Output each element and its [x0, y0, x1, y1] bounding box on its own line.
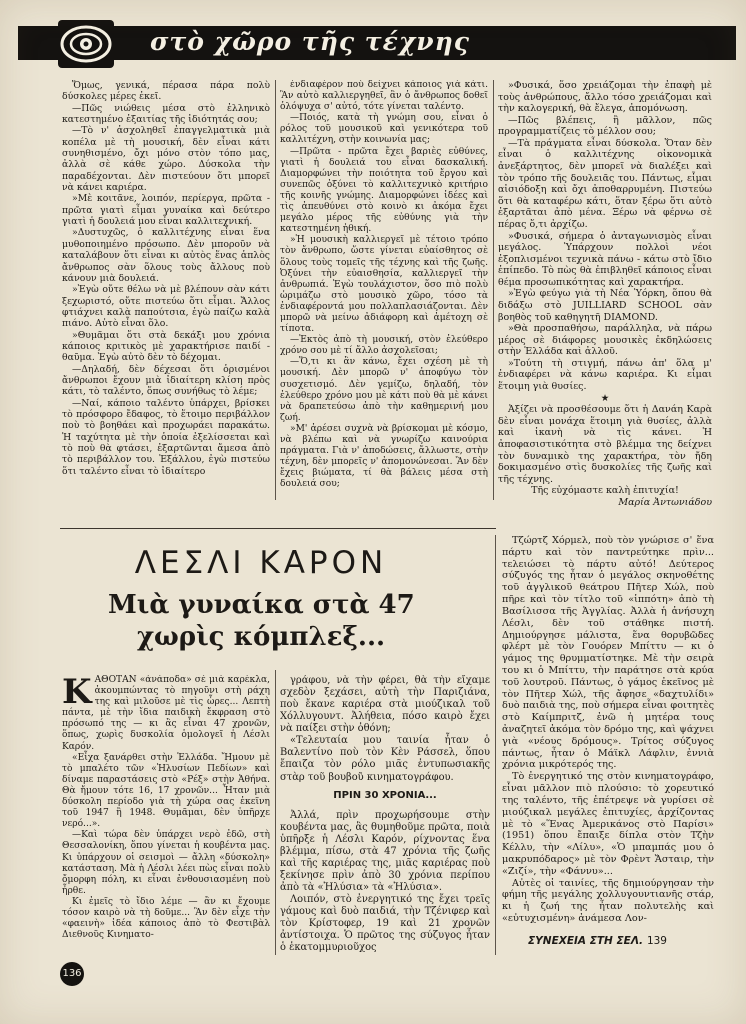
paragraph: Ἀλλά, πρὶν προχωρήσουμε στὴν κουβέντα μας, ἂς θυμηθοῦμε πρῶτα, ποιὰ ὑπῆρξε ἡ Λέσλι Καρόν, ρίχνοντας ἕνα βλέμμα, πίσω, στὰ 47 χρόνια τῆς ζωῆς καὶ τῆς καριέρας της, μιᾶς καριέρας ποὺ ξεκίνησε πρὶν ἀπὸ 30 χρόνια περίπου ἀπὸ τὰ «Ἠλύσια» τὰ «Ἠλύσια». — [280, 809, 490, 893]
paragraph: —Καὶ τώρα δὲν ὑπάρχει νερὸ ἐδῶ, στὴ Θεσσαλονίκη, ὅπου γίνεται ἡ κουβέντα μας. Κι ὑπάρχουν οἱ σεισμοὶ — ἄλλη «δύσκολη» κατάσταση. Μὰ ἡ Λέσλι λέει πὼς εἶναι πολὺ ὄμορφη πόλη, κι εἶναι ἐνθουσιασμένη ποὺ ἦρθε. — [62, 830, 270, 896]
paragraph: —Τὰ πράγματα εἶναι δύσκολα. Ὅταν δὲν εἶναι ὁ καλλιτέχνης οἰκονομικὰ ἀνεξάρτητος, δὲν μπορεῖ νὰ διαλέξει καὶ τὸν τρόπο τῆς δουλειᾶς του. Πάντως, εἶμαι αἰσιόδοξη καὶ ὄχι ἀποθαρρυμένη. Πιστεύω ὅτι θὰ καταφέρω κάτι, ὅταν ξέρω ὅτι αὐτὸ ἐξαρτᾶται ἀπὸ μένα. Ξέρω νὰ φέρνω σὲ πέρας ὅ,τι ἀρχίζω. — [498, 137, 712, 230]
paragraph: »Τούτη τὴ στιγμή, πάνω ἀπ' ὅλα μ' ἐνδιαφέρει νὰ κάνω καριέρα. Κι εἶμαι ἕτοιμη γιὰ θυσίες. — [498, 357, 712, 393]
paragraph: Τὸ ἐνεργητικό της στὸν κινηματογράφο, εἶναι μᾶλλον πιὸ πλούσιο: τὸ χορευτικό της ταλέντο, τῆς ἐπέτρεψε νὰ γυρίσει σὲ μιούζικαλ μεγάλες ἐπιτυχίες, ἀρχίζοντας μὲ τὸ «Ἕνας Ἀμερικάνος στὸ Παρίσι» (1951) ὅπου ἔπαιξε δίπλα στὸν Τζὴν Κέλλυ, τὴν «Λίλυ», «Ὁ μπαμπάς μου ὁ μακρυπόδαρος» μὲ τὸν Φρὲντ Ἄσταιρ, τὴν «Ζιζί», τὴν «Φάννυ»... — [502, 771, 714, 877]
paragraph: Μαρία Ἀντωνιάδου — [618, 496, 712, 508]
paragraph: Τζώρτζ Χόρμελ, ποὺ τὸν γνώρισε σ' ἕνα πάρτυ καὶ τὸν παντρεύτηκε πρὶν... τελειώσει τὸ πάρτυ αὐτό! Δεύτερος σύζυγός της ἦταν ὁ μεγάλος σκηνοθέτης τοῦ ἀγγλικοῦ θεάτρου Πῆτερ Χώλ, ποὺ πῆρε καὶ τὸν τίτλο τοῦ «ἱππότη» ἀπὸ τὴ Βασίλισσα τῆς Ἀγγλίας. Ἀλλὰ ἡ ἀνήσυχη Λέσλι, δὲν τοῦ στάθηκε πιστή. Δημιούργησε μάλιστα, ἕνα θορυβῶδες φλέρτ μὲ τὸν Γουόρεν Μπίττυ — κι ὁ γάμος της θρυμματίστηκε. Μὲ τὴν σειρὰ του κι ὁ Μπίττυ, τὴν παράτησε στὰ κρύα τοῦ λουτροῦ. Πάντως, ὁ γάμος ἐκεῖνος μὲ τὸν Πῆτερ Χώλ, τῆς ἄφησε «δαχτυλίδι» δυὸ παιδιὰ της, ποὺ σήμερα εἶναι φοιτητὲς στὸ Καίμπριτζ, ἐνῶ ἡ μητέρα τους ἀναζητεῖ ἀκόμα τὸν δρόμο της, καὶ ψάχνει γιὰ «νέους δρόμους». Τρίτος σύζυγος πάντως, ἦταν ὁ Μάϊκλ Λάφλιν, ἐννιὰ χρόνια μικρότερός της. — [502, 535, 714, 771]
paragraph: Κι ἐμεῖς τὸ ἴδιο λέμε — ἂν κι ἔχουμε τόσον καιρὸ νὰ τὴ δοῦμε... Ἂν δὲν εἶχε τὴν «φαεινὴ» ἰδέα κάποιος ἀπὸ τὸ Φεστιβὰλ Διεθνοῦς Κινηματο- — [62, 896, 270, 941]
paragraph: Τῆς εὐχόμαστε καλὴ ἐπιτυχία! — [531, 485, 679, 497]
page-number: 136 — [60, 962, 84, 986]
paragraph: —Ὅ,τι κι ἂν κάνω, ἔχει σχέση μὲ τὴ μουσική. Δὲν μπορῶ ν' ἀποφύγω τὸν συσχετισμό. Δὲν γεμίζω, δηλαδή, τὸν ἐλεύθερο χρόνο μου μὲ κάτι ποὺ θὰ μὲ κάνει νὰ δραπετεύσω ἀπὸ τὴν καθημερινή μου ζωή. — [280, 357, 488, 423]
paragraph: Αὐτὲς οἱ ταινίες, τῆς δημιούργησαν τὴν φήμη τῆς μεγάλης χολλυγουντιανῆς στάρ, κι ἡ ζωή της ἦταν πολυτελὴς καὶ «εὐτυχισμένη» ἀνάμεσα Λον- — [502, 877, 714, 924]
paragraph: —Ποιός, κατὰ τὴ γνώμη σου, εἶναι ὁ ρόλος τοῦ μουσικοῦ καὶ γενικότερα τοῦ καλλιτέχνη, στὴν κοινωνία μας; — [280, 113, 488, 146]
paragraph: —Πρῶτα - πρῶτα ἔχει βαριὲς εὐθύνες, γιατὶ ἡ δουλειά του εἶναι δασκαλική. Διαμορφώνει τὴν ποιότητα τοῦ ἔργου καὶ συνεπῶς ὀξύνει τὸ καλλιτεχνικὸ κριτήριο τῆς κοινῆς γνώμης. Διαμορφώνει ἰδέες καὶ τὶς ἀπευθύνει στὸ κοινὸ κι ἀκόμα ἔχει μεγάλο μέρος τῆς εὐθύνης γιὰ τὴν κατεστημένη ἠθική. — [280, 146, 488, 235]
paragraph: »Δυστυχῶς, ὁ καλλιτέχνης εἶναι ἕνα μυθοποιημένο πρόσωπο. Δὲν μποροῦν νὰ καταλάβουν ὅτι εἶναι κι αὐτὸς ἕνας ἁπλὸς ἄνθρωπος σὰν ὅλους τοὺς ἄλλους ποὺ κάνουν μιὰ δουλειά. — [62, 227, 270, 284]
paragraph: »Μ' ἀρέσει συχνὰ νὰ βρίσκομαι μὲ κόσμο, νὰ βλέπω καὶ νὰ γνωρίζω καινούρια πράγματα. Γιὰ ν' ἀποδώσεις, ἄλλωστε, στὴν τέχνη, δὲν μπορεῖς ν' ἀπομονώνεσαι. Ἂν δὲν ἔχεις βιώματα, τί θὰ βάλεις μέσα στὴ δουλειά σου; — [280, 423, 488, 490]
interview-column-3 — [498, 80, 712, 520]
paragraph: —Πῶς νιώθεις μέσα στὸ ἑλληνικὸ κατεστημένο ἐξαιτίας τῆς ἰδιότητάς σου; — [62, 102, 270, 126]
article-subtitle-line-2: χωρὶς κόμπλεξ... — [136, 622, 386, 652]
article-subheading: ΠΡΙΝ 30 ΧΡΟΝΙΑ... — [333, 789, 437, 801]
article-subtitle-line-1: Μιὰ γυναίκα στὰ 47 — [108, 590, 415, 620]
continued-on-page — [528, 935, 667, 947]
paragraph: »Ἐγὼ φεύγω γιὰ τὴ Νέα Ὑόρκη, ὅπου θὰ διδάξω στὸ JUILLIARD SCHOOL σὰν βοηθὸς τοῦ καθηγητῆ DIAMOND. — [498, 288, 712, 323]
paragraph: ★ — [600, 392, 610, 404]
continued-label: ΣΥΝΕΧΕΙΑ ΣΤΗ ΣΕΛ. — [528, 935, 643, 947]
paragraph: »Ἐγὼ οὔτε θέλω νὰ μὲ βλέπουν σὰν κάτι ξεχωριστό, οὔτε πιστεύω ὅτι εἶμαι. Ἄλλος φτιάχνει καλὰ παπούτσια, ἐγὼ παίζω καλὰ πιάνο. Αὐτὸ εἶναι ὅλο. — [62, 284, 270, 330]
paragraph — [62, 675, 270, 753]
interview-column-2 — [280, 80, 488, 490]
interview-column-1 — [62, 80, 270, 490]
paragraph: »Φυσικά, ὅσο χρειάζομαι τὴν ἐπαφὴ μὲ τοὺς ἀνθρώπους, ἄλλο τόσο χρειάζομαι καὶ τὴν καλογερική, θὰ ἔλεγα, ἀπομόνωση. — [498, 80, 712, 115]
paragraph: Λοιπόν, στὸ ἐνεργητικό της ἔχει τρεῖς γάμους καὶ δυὸ παιδιά, τὴν Τζένιφερ καὶ τὸν Κρίστοφερ, 19 καὶ 21 χρονῶν ἀντίστοιχα. Ὁ πρῶτος της σύζυγος ἦταν ὁ ἑκατομμυριοῦχος — [280, 894, 490, 954]
drop-cap: Κ — [62, 675, 92, 712]
continued-page-number: 139 — [646, 935, 667, 947]
paragraph: γράφου, νὰ τὴν φέρει, θὰ τὴν εἴχαμε σχεδὸν ξεχάσει, αὐτὴ τὴν Παριζιάνα, ποὺ ἔκανε καριέρα στὰ μιούζικαλ τοῦ Χόλλυγουντ. Ἀλήθεια, πόσο καιρὸ ἔχει νὰ παίξει στὴν ὀθόνη; — [280, 675, 490, 735]
paragraph: —Τὸ ν' ἀσχοληθεῖ ἐπαγγελματικὰ μιὰ κοπέλα μὲ τὴ μουσική, δὲν εἶναι κάτι συνηθισμένο, ὄχι μόνο στὸν τόπο μας, ἀλλὰ σὲ κάθε χώρο. Δύσκολα τὴν παραδέχονται. Δὲν πιστεύουν ὅτι μπορεῖ νὰ κάνει καριέρα. — [62, 125, 270, 194]
paragraph-text: ΑΘΟΤΑΝ «ἀνάποδα» σὲ μιὰ καρέκλα, ἀκουμπώντας τὸ πηγοῦνι στὴ ράχη της καὶ μιλοῦσε μὲ τὶς ὧρες... Λεπτὴ πάντα, μὲ τὴν ἴδια παιδικὴ ἔκφραση στὸ πρόσωπό της — κι ἂς εἶναι 47 χρονῶν, ὅπως, χωρὶς δυσκολία ὁμολογεῖ ἡ Λέσλι Καρόν. — [62, 675, 270, 752]
paragraph: Ὅμως, γενικά, πέρασα πάρα πολὺ δύσκολες μέρες ἐκεῖ. — [62, 80, 270, 103]
article-title: ΛΕΣΛΙ ΚΑΡΟΝ — [134, 545, 388, 581]
article-column-1 — [62, 675, 270, 945]
paragraph: »Θυμᾶμαι ὅτι στὰ δεκάξι μου χρόνια κάποιος κριτικὸς μὲ χαρακτήρισε παιδί - θαῦμα. Ἐγὼ αὐτὸ δὲν τὸ δέχομαι. — [62, 329, 270, 364]
paragraph: ἐνδιαφέρον ποὺ δείχνει κάποιος γιὰ κάτι. Ἂν αὐτὸ καλλιεργηθεῖ, ἂν ὁ ἄνθρωπος δοθεῖ ὁλόψυχα σ' αὐτό, τότε γίνεται ταλέντο. — [280, 80, 488, 113]
paragraph: «Εἶχα ξανάρθει στὴν Ἑλλάδα. Ἤμουν μὲ τὸ μπαλέτο τῶν «Ἠλυσίων Πεδίων» καὶ δίναμε παραστάσεις στὸ «Ρέξ» στὴν Ἀθήνα. Θὰ ἤμουν τότε 16, 17 χρονῶν... Ἦταν μιὰ δύσκολη περίοδο γιὰ τὴ χώρα σας ἐκεῖνη τοῦ 1947 ἢ 1948. Θυμᾶμαι, δὲν ὑπῆρχε νερό...». — [62, 752, 270, 830]
column-divider — [493, 80, 494, 500]
article-column-2 — [280, 675, 490, 955]
paragraph: —Ναί, κάποιο ταλέντο ὑπάρχει, βρίσκει τὸ πρόσφορο ἔδαφος, τὸ ἕτοιμο περιβάλλον ποὺ τὸ βοηθάει καὶ προχωράει παρακάτω. Ἡ ταχύτητα μὲ τὴν ὁποία ἐξελίσσεται καὶ τὸ ποὺ θὰ φτάσει, ἐξαρτῶνται ἄμεσα ἀπὸ τὸ περιβάλλον του. Ἐξάλλου, ἐγὼ πιστεύω ὅτι ταλέντο εἶναι τὸ ἰδιαίτερο — [62, 397, 270, 477]
article-column-3 — [502, 535, 714, 930]
column-divider — [495, 535, 496, 955]
paragraph: »Φυσικά, σήμερα ὁ ἀνταγωνισμὸς εἶναι μεγάλος. Ὑπάρχουν πολλοὶ νέοι ἐξοπλισμένοι τεχνικὰ πάνω - κάτω στὸ ἴδιο ἐπίπεδο. Τὸ πὼς θὰ ἐπιβληθεῖ κάποιος εἶναι θέμα προσωπικότητας καὶ χαρακτήρα. — [498, 230, 712, 288]
paragraph: »Μὲ κοιτᾶνε, λοιπόν, περίεργα, πρῶτα - πρῶτα γιατὶ εἶμαι γυναίκα καὶ δεύτερο γιατὶ ἡ δουλειά μου εἶναι καλλιτεχνική. — [62, 193, 270, 228]
paragraph: »Θὰ προσπαθήσω, παράλληλα, νὰ πάρω μέρος σὲ διάφορες μουσικὲς ἐκδηλώσεις στὴν Ἑλλάδα καὶ ἀλλοῦ. — [498, 323, 712, 358]
paragraph: —Πῶς βλέπεις, ἢ μᾶλλον, πῶς προγραμματίζεις τὸ μέλλον σου; — [498, 114, 712, 138]
column-divider — [275, 80, 276, 500]
section-title: στὸ χῶρο τῆς τέχνης — [150, 27, 471, 56]
paragraph: »Ἡ μουσικὴ καλλιεργεῖ μὲ τέτοιο τρόπο τὸν ἄνθρωπο, ὥστε γίνεται εὐαίσθητος σὲ ὅλους τοὺς τομεῖς τῆς τέχνης καὶ τῆς ζωῆς. Ὀξύνει τὴν εὐαισθησία, καλλιεργεῖ τὴν ἀνθρωπιά. Ἐγὼ τουλάχιστον, ὅσο πιὸ πολὺ ὡριμάζω στὸ μουσικὸ χῶρο, τόσο τὰ ἐνδιαφέροντά μου πολλαπλασιάζονται. Δὲν μπορῶ νὰ μείνω ἀδιάφορη καὶ ἀμέτοχη σὲ τίποτα. — [280, 235, 488, 335]
column-divider — [275, 670, 276, 955]
eye-logo-icon — [58, 20, 114, 68]
paragraph: —Ἐκτὸς ἀπὸ τὴ μουσική, στὸν ἐλεύθερο χρόνο σου μὲ τί ἄλλο ἀσχολεῖσαι; — [280, 335, 488, 357]
section-divider — [60, 528, 496, 529]
paragraph: «Τελευταία μου ταινία ἦταν ὁ Βαλεντίνο ποὺ τὸν Κὲν Ράσσελ, ὅπου ἔπαιζα τὸν ρόλο μιᾶς ἐντυπωσιακῆς στὰρ τοῦ βουβοῦ κινηματογράφου. — [280, 735, 490, 783]
paragraph: —Δηλαδή, δὲν δέχεσαι ὅτι ὁρισμένοι ἄνθρωποι ἔχουν μιὰ ἰδιαίτερη κλίση πρὸς κάτι, τὸ ταλέντο, ὅπως συνήθως τὸ λέμε; — [62, 363, 270, 398]
paragraph: Ἀξίζει νὰ προσθέσουμε ὅτι ἡ Δανάη Καρὰ δὲν εἶναι μονάχα ἕτοιμη γιὰ θυσίες, ἀλλὰ καὶ ἱκανὴ νὰ τὶς κάνει. Ἡ ἀποφασιστικότητα στὸ βλέμμα της δείχνει τὸν δυναμικὸ της χαρακτήρα, τὸν ἤδη δοκιμασμένο στὶς δυσκολίες τῆς ζωῆς καὶ τῆς τέχνης. — [498, 404, 712, 485]
